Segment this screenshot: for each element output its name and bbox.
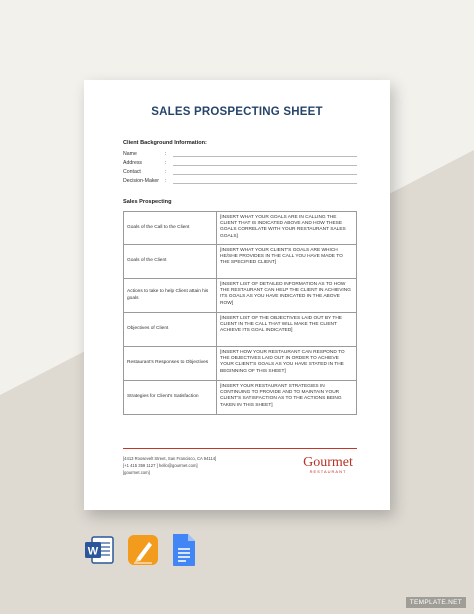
row-label: Objectives of Client (124, 313, 217, 347)
row-label: Restaurant's Responses to Objectives (124, 347, 217, 381)
document-page (84, 80, 390, 510)
table-row (124, 279, 357, 313)
field-line (173, 174, 357, 175)
field-label: Name (123, 151, 137, 157)
field-colon: : (165, 169, 167, 175)
field-line (173, 183, 357, 184)
row-label: Goals of the Call to the Client (124, 212, 217, 245)
row-content: [INSERT LIST OF DETAILED INFORMATION AS TO HOW THE RESTAURANT CAN HELP THE CLIENT IN ACHIEVING ITS GOALS AS YOU HAVE INDICATED IN THE ABOVE ROW] (217, 279, 357, 313)
table-row (124, 381, 357, 415)
field-colon: : (165, 151, 167, 157)
svg-text:W: W (87, 545, 99, 558)
field-label: Decision-Maker (123, 178, 160, 184)
field-colon: : (165, 160, 167, 166)
table-row (124, 313, 357, 347)
table-row (124, 347, 357, 381)
logo-name: Gourmet (303, 455, 353, 470)
client-section-label: Client Background Information: (123, 140, 207, 146)
name-field (123, 150, 357, 158)
row-content: [INSERT YOUR RESTAURANT STRATEGIES IN CONTINUING TO PROVIDE AND TO MAINTAIN YOUR CLIENT'S SATISFACTION AS TO THE ACTIONS BEING TAKEN IN THIS SHEET] (217, 381, 357, 415)
field-label: Contact (123, 169, 141, 175)
footer-address: [4413 Roosevelt Street, San Francisco, CA 94114] (123, 456, 217, 461)
pages-icon[interactable] (127, 534, 159, 566)
footer-website: [gourmet.com] (123, 470, 150, 475)
row-content: [INSERT LIST OF THE OBJECTIVES LAID OUT BY THE CLIENT IN THE CALL THAT WILL MAKE THE CLIENT ACHIEVE ITS GOAL INDICATED] (217, 313, 357, 347)
prospecting-section-label: Sales Prospecting (123, 199, 172, 205)
decision-maker-field (123, 177, 357, 185)
logo-subtitle: RESTAURANT (309, 469, 347, 474)
field-colon: : (165, 178, 167, 184)
watermark: TEMPLATE.NET (406, 597, 466, 608)
table-row (124, 212, 357, 245)
row-label: Actions to take to help Client attain his goals (124, 279, 217, 313)
word-icon[interactable] (83, 534, 115, 566)
gourmet-logo (298, 455, 358, 474)
address-field (123, 159, 357, 167)
contact-field (123, 168, 357, 176)
prospecting-table (123, 211, 357, 415)
row-content: [INSERT WHAT YOUR GOALS ARE IN CALLING THE CLIENT THAT IS INDICATED ABOVE AND HOW THESE GOALS CORRELATE WITH YOUR RESTAURANT SALES GOALS] (217, 212, 357, 245)
google-docs-icon[interactable] (171, 533, 197, 567)
table-row (124, 245, 357, 279)
field-line (173, 156, 357, 157)
footer-contact: [+1 415 359 1127 ] hello@gourmet.com] (123, 463, 198, 468)
field-line (173, 165, 357, 166)
row-content: [INSERT WHAT YOUR CLIENT'S GOALS ARE WHICH HE/SHE PROVIDES IN THE CALL YOU HAVE MADE TO THE SPECIFIED CLIENT] (217, 245, 357, 279)
footer-divider (123, 448, 357, 449)
document-title: SALES PROSPECTING SHEET (151, 106, 323, 118)
field-label: Address (123, 160, 143, 166)
row-content: [INSERT HOW YOUR RESTAURANT CAN RESPOND TO THE OBJECTIVES LAID OUT IN ORDER TO ACHIEVE YOUR CLIENT'S GOALS AS YOU HAVE STATED IN THE BEGINNING OF THIS SHEET] (217, 347, 357, 381)
row-label: Strategies for Client's Satisfaction (124, 381, 217, 415)
row-label: Goals of the Client (124, 245, 217, 279)
